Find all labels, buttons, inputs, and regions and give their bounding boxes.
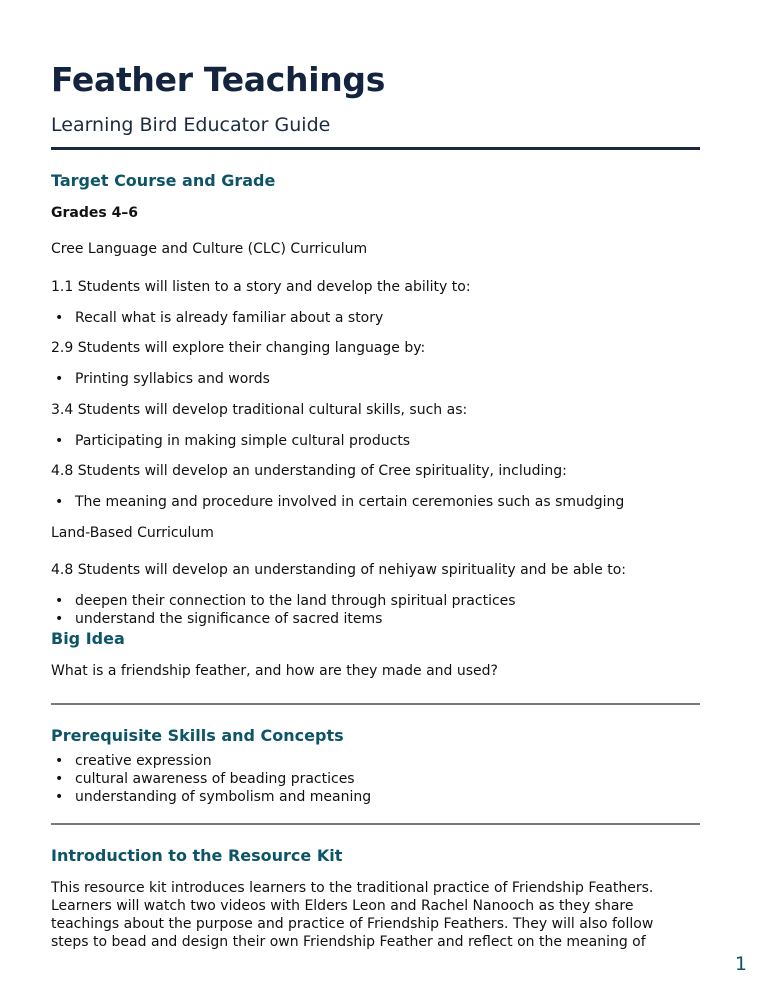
list-item: • The meaning and procedure involved in certain ceremonies such as smudging — [51, 493, 624, 511]
bullet-icon: • — [55, 433, 64, 449]
grades-label: Grades 4–6 — [51, 205, 139, 221]
outcome-statement: 4.8 Students will develop an understanding of nehiyaw spirituality and be able to: — [51, 562, 627, 578]
section-divider — [51, 823, 700, 825]
bullet-icon: • — [55, 753, 64, 769]
curriculum-name-land-based: Land-Based Curriculum — [51, 525, 214, 541]
curriculum-name-clc: Cree Language and Culture (CLC) Curriculum — [51, 241, 368, 257]
bullet-icon: • — [55, 611, 64, 627]
list-item: • understand the significance of sacred items — [51, 610, 382, 628]
bullet-icon: • — [55, 371, 64, 387]
bullet-icon: • — [55, 789, 64, 805]
introduction-paragraph: This resource kit introduces learners to the traditional practice of Friendship Feathers. Learners will watch two videos with Elders Leon and Rachel Nanooch as they share teachings about the purpose and practice of Friendship Feathers. They will also follow steps to bead and design their own Friendship Feather and reflect on the meaning of — [51, 880, 654, 950]
bullet-icon: • — [55, 771, 64, 787]
header-divider — [51, 147, 700, 150]
bullet-icon: • — [55, 593, 64, 609]
outcome-statement: 2.9 Students will explore their changing language by: — [51, 340, 426, 356]
list-item: • Printing syllabics and words — [51, 370, 270, 388]
section-divider — [51, 703, 700, 705]
list-item: • deepen their connection to the land through spiritual practices — [51, 592, 516, 610]
list-item: • Participating in making simple cultural products — [51, 432, 410, 450]
page-title: Feather Teachings — [51, 60, 386, 99]
page-number: 1 — [734, 953, 747, 975]
section-heading-prerequisites: Prerequisite Skills and Concepts — [51, 726, 344, 745]
list-item: • creative expression — [51, 752, 212, 770]
bullet-icon: • — [55, 310, 64, 326]
bullet-icon: • — [55, 494, 64, 510]
outcome-statement: 3.4 Students will develop traditional cultural skills, such as: — [51, 402, 468, 418]
section-heading-target-course: Target Course and Grade — [51, 171, 276, 190]
big-idea-text: What is a friendship feather, and how are they made and used? — [51, 663, 498, 679]
list-item: • cultural awareness of beading practices — [51, 770, 355, 788]
outcome-statement: 4.8 Students will develop an understanding of Cree spirituality, including: — [51, 463, 567, 479]
page-subtitle: Learning Bird Educator Guide — [51, 114, 331, 136]
section-heading-introduction: Introduction to the Resource Kit — [51, 846, 343, 865]
list-item: • understanding of symbolism and meaning — [51, 788, 371, 806]
section-heading-big-idea: Big Idea — [51, 629, 125, 648]
list-item: • Recall what is already familiar about a story — [51, 309, 383, 327]
outcome-statement: 1.1 Students will listen to a story and develop the ability to: — [51, 279, 471, 295]
